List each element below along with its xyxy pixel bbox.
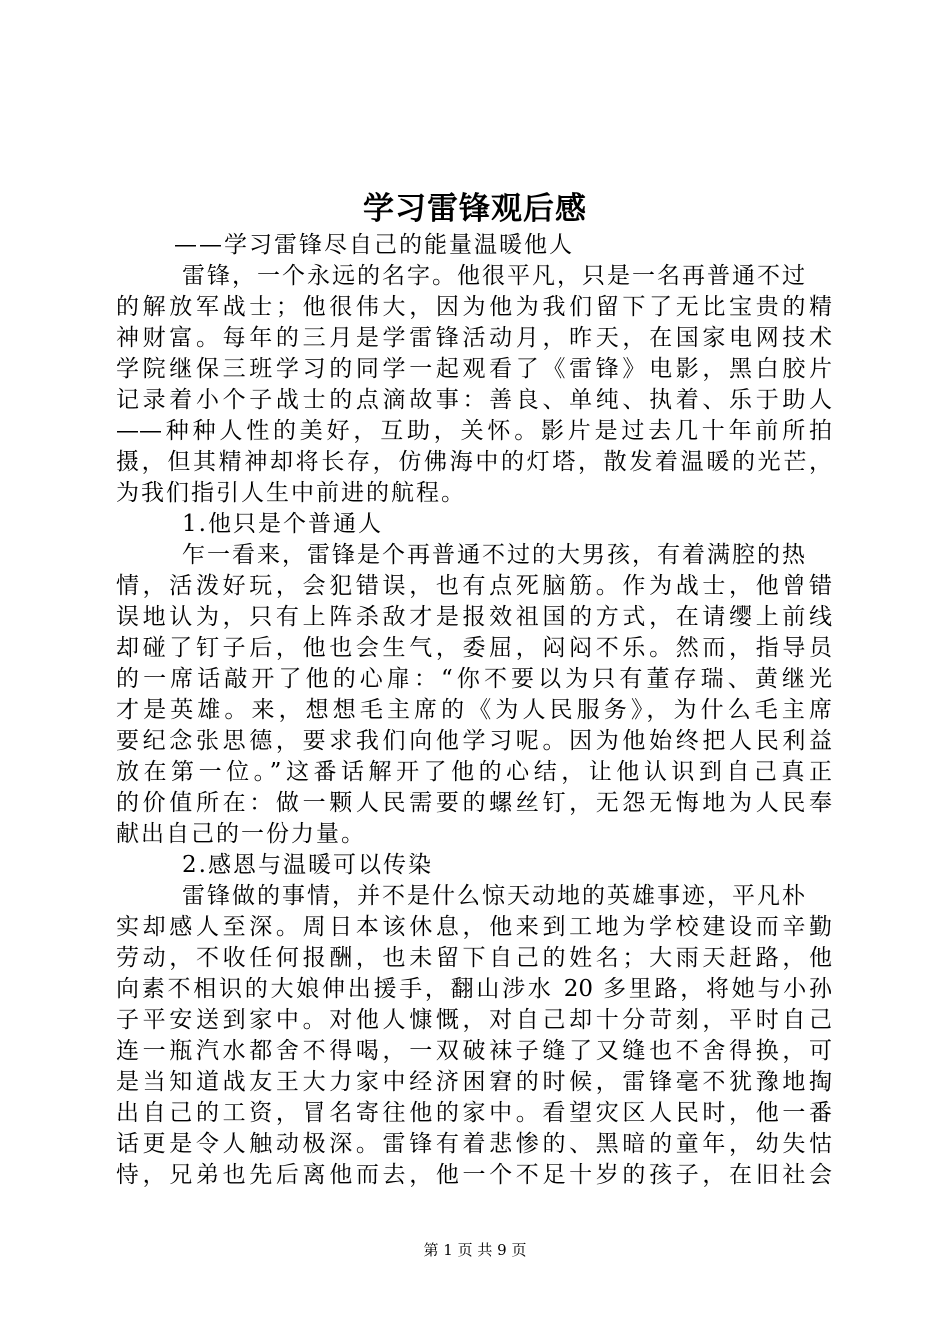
paragraph-line: 为我们指引人生中前进的航程。: [116, 480, 466, 506]
paragraph-line: 献出自己的一份力量。: [116, 821, 366, 847]
paragraph-line: 乍一看来，雷锋是个再普通不过的大男孩，有着满腔的热: [182, 542, 807, 568]
paragraph-line: 子平安送到家中。对他人慷慨，对自己却十分苛刻，平时自己: [116, 1007, 832, 1033]
paragraph-line: 话更是令人触动极深。雷锋有着悲惨的、黑暗的童年，幼失怙: [116, 1131, 832, 1157]
paragraph-line: 学院继保三班学习的同学一起观看了《雷锋》电影，黑白胶片: [116, 356, 832, 382]
paragraph-line: 连一瓶汽水都舍不得喝，一双破袜子缝了又缝也不舍得换，可: [116, 1038, 832, 1064]
paragraph-line: 的解放军战士；他很伟大，因为他为我们留下了无比宝贵的精: [116, 294, 832, 320]
paragraph-line: 雷锋，一个永远的名字。他很平凡，只是一名再普通不过: [182, 263, 807, 289]
paragraph-line: 劳动，不收任何报酬，也未留下自己的姓名；大雨天赶路，他: [116, 945, 832, 971]
paragraph-line: 向素不相识的大娘伸出援手，翻山涉水 20 多里路，将她与小孙: [116, 976, 832, 1002]
paragraph-line: 却碰了钉子后，他也会生气，委屈，闷闷不乐。然而，指导员: [116, 635, 832, 661]
document-title: 学习雷锋观后感: [363, 191, 587, 227]
paragraph-line: 要纪念张思德，要求我们向他学习呢。因为他始终把人民利益: [116, 728, 832, 754]
paragraph-line: 实却感人至深。周日本该休息，他来到工地为学校建设而辛勤: [116, 914, 832, 940]
paragraph-line: 神财富。每年的三月是学雷锋活动月，昨天，在国家电网技术: [116, 325, 832, 351]
section-heading: 1.他只是个普通人: [182, 511, 383, 537]
paragraph-line: 恃，兄弟也先后离他而去，他一个不足十岁的孩子，在旧社会: [116, 1162, 832, 1188]
paragraph-line: 摄，但其精神却将长存，仿佛海中的灯塔，散发着温暖的光芒，: [116, 449, 832, 475]
section-heading: 2.感恩与温暖可以传染: [182, 852, 433, 878]
paragraph-line: 情，活泼好玩，会犯错误，也有点死脑筋。作为战士，他曾错: [116, 573, 832, 599]
paragraph-line: 的一席话敲开了他的心扉：“你不要以为只有董存瑞、黄继光: [116, 666, 832, 692]
paragraph-line: 是当知道战友王大力家中经济困窘的时候，雷锋毫不犹豫地掏: [116, 1069, 832, 1095]
paragraph-line: ——种种人性的美好，互助，关怀。影片是过去几十年前所拍: [116, 418, 832, 444]
paragraph-line: 的价值所在：做一颗人民需要的螺丝钉，无怨无悔地为人民奉: [116, 790, 832, 816]
paragraph-line: 雷锋做的事情，并不是什么惊天动地的英雄事迹，平凡朴: [182, 883, 807, 909]
paragraph-line: 才是英雄。来，想想毛主席的《为人民服务》，为什么毛主席: [116, 697, 832, 723]
document-subtitle: ——学习雷锋尽自己的能量温暖他人: [174, 232, 574, 258]
paragraph-line: 记录着小个子战士的点滴故事：善良、单纯、执着、乐于助人: [116, 387, 832, 413]
page-number: 第 1 页 共 9 页: [423, 1241, 527, 1259]
document-body: [116, 230, 832, 1191]
paragraph-line: 误地认为，只有上阵杀敌才是报效祖国的方式，在请缨上前线: [116, 604, 832, 630]
paragraph-line: 出自己的工资，冒名寄往他的家中。看望灾区人民时，他一番: [116, 1100, 832, 1126]
paragraph-line: 放在第一位。”这番话解开了他的心结，让他认识到自己真正: [116, 759, 832, 785]
